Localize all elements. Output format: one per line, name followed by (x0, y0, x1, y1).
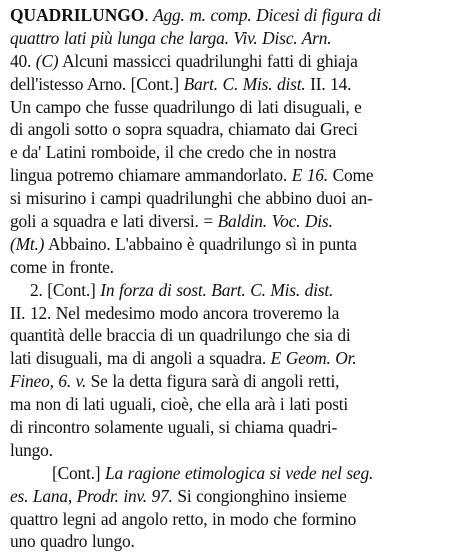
citation: Fineo, 6. v. (10, 371, 87, 392)
source-tag: [Cont.] (52, 462, 101, 483)
entry-line: lungo. (10, 439, 53, 460)
entry-line: II. 12. Nel medesimo modo ancora troveremo la (10, 302, 340, 323)
citation-ref: II. 14. (310, 73, 352, 94)
entry-line: (Mt.) Abbaino. L'abbaino è quadrilungo sì in punta (10, 233, 357, 254)
citation-ref: E 16. (291, 165, 328, 186)
entry-line: di angoli sotto o sopra squadra, chiamato dai Greci (10, 119, 358, 140)
entry-line: uno quadro lungo. (10, 531, 135, 552)
citation: E Geom. Or. (270, 348, 357, 369)
entry-line (10, 462, 467, 485)
entry-line: dell'istesso Arno. [Cont.] Bart. C. Mis. dist. II. 14. (10, 73, 352, 94)
entry-line: QUADRILUNGO. Agg. m. comp. Dicesi di figura di (10, 5, 381, 25)
citation: Baldin. Voc. Dis. (217, 211, 333, 232)
entry-line: Fineo, 6. v. Se la detta figura sarà di angoli retti, (10, 371, 340, 392)
entry-line: lingua potremo chiamare ammandorlato. E 16. Come (10, 165, 374, 186)
source-tag: [Cont.] (47, 279, 96, 300)
entry-line: quantità delle braccia di un quadrilungo che sia di (10, 325, 351, 346)
entry-line: goli a squadra e lati diversi. = Baldin. Voc. Dis. (10, 211, 333, 232)
entry-line (10, 279, 467, 302)
citation-ref: II. 12. (10, 302, 52, 323)
headword: QUADRILUNGO (10, 5, 145, 25)
citation: In forza di sost. Bart. C. Mis. dist. (95, 279, 334, 300)
source-tag: [Cont.] (130, 73, 179, 94)
entry-line: Un campo che fusse quadrilungo di lati disuguali, e (10, 96, 362, 117)
citation: Bart. C. Mis. dist. (178, 73, 311, 94)
entry-line: 40. (C) Alcuni massicci quadrilunghi fatti di ghiaja (10, 50, 358, 71)
entry-line: quattro lati più lunga che larga. Viv. Disc. Arn. (10, 27, 332, 48)
entry-line: come in fronte. (10, 256, 114, 277)
entry-line: e da' Latini romboide, il che credo che in nostra (10, 142, 337, 163)
citation: es. Lana, Prodr. inv. 97. (10, 485, 173, 506)
source-tag: (Mt.) (10, 233, 45, 254)
entry-line: es. Lana, Prodr. inv. 97. Si congionghino insieme (10, 485, 347, 506)
sense-number: 2. (30, 279, 48, 300)
entry-line: quattro legni ad angolo retto, in modo che formino (10, 508, 357, 529)
entry-line: di rincontro solamente uguali, si chiama quadri- (10, 417, 338, 438)
entry-line: lati disuguali, ma di angoli a squadra. E Geom. Or. (10, 348, 357, 369)
entry-line: si misurino i campi quadrilunghi che abbino duoi an- (10, 188, 373, 209)
entry-line: ma non di lati uguali, cioè, che ella arà i lati posti (10, 394, 349, 415)
source-tag: (C) (35, 50, 59, 71)
citation: La ragione etimologica si vede nel seg. (100, 462, 374, 483)
grammar-label: Agg. m. comp. Dicesi di figura di (153, 5, 381, 25)
